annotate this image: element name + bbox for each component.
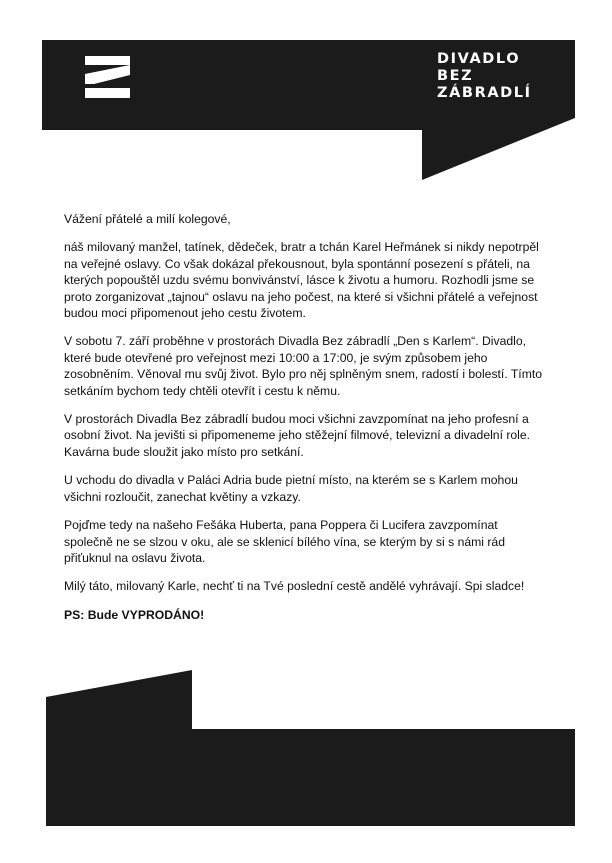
brand-line-divadlo: DIVADLO: [437, 51, 521, 67]
letter-body: [64, 211, 549, 635]
brand-line-zabradli: ZÁBRADLÍ: [437, 85, 532, 101]
letter-paragraph-1: náš milovaný manžel, tatínek, dědeček, bratr a tchán Karel Heřmánek si nikdy nepotrpěl na veřejné oslavy. Co však dokázal překousnout, byla spontánní posezení s přáteli, na kterých popouštěl uzdu svému bonvivánství, lásce k životu a humoru. Rozhodli jsme se proto zorganizovat „tajnou“ oslavu na jeho počest, na které si všichni přátelé a veřejnost budou moci připomenout jeho cestu životem.: [64, 240, 539, 321]
letter-paragraph-6: Milý táto, milovaný Karle, nechť ti na Tvé poslední cestě andělé vyhrávají. Spi sladce!: [64, 579, 525, 594]
letter-paragraph-3: V prostorách Divadla Bez zábradlí budou moci všichni zavzpomínat na jeho profesní a osobní život. Na jevišti si připomeneme jeho stěžejní filmové, televizní a divadelní role. Kavárna bude sloužit jako místo pro setkání.: [64, 412, 531, 459]
letter-greeting: Vážení přátelé a milí kolegové,: [64, 212, 231, 226]
footer-banner: [0, 660, 612, 863]
letter-postscript: PS: Bude VYPRODÁNO!: [64, 607, 205, 622]
brand-wordmark: [437, 51, 532, 102]
letter-paragraph-4: U vchodu do divadla v Paláci Adria bude pietní místo, na kterém se s Karlem mohou všichni rozloučit, zanechat květiny a vzkazy.: [64, 473, 518, 504]
letter-paragraph-5: Pojďme tedy na našeho Fešáka Huberta, pana Poppera či Lucifera zavzpomínat společně ne se slzou v oku, ale se sklenicí bílého vína, se kterým by si s námi rád přiťuknul na oslavu života.: [64, 518, 505, 565]
brand-line-bez: BEZ: [437, 68, 474, 84]
letter-paragraph-2: V sobotu 7. září proběhne v prostorách Divadla Bez zábradlí „Den s Karlem“. Divadlo, které bude otevřené pro veřejnost mezi 10:00 a 17:00, je svým způsobem jeho zosobněním. Věnoval mu svůj život. Bylo pro něj splněným snem, radostí i bolestí. Tímto setkáním bychom tedy chtěli otevřít i cestu k němu.: [64, 334, 543, 398]
